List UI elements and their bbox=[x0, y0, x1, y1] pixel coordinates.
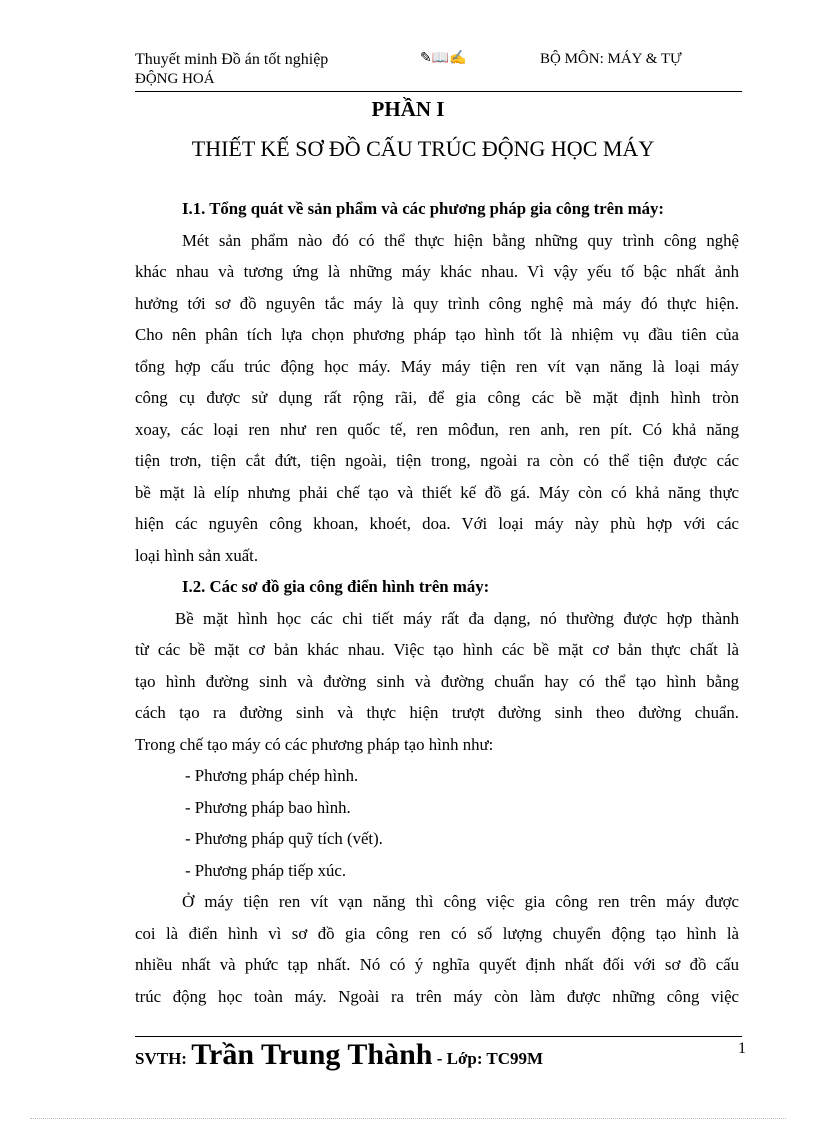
text-line: từ các bề mặt cơ bản khác nhau. Việc tạo hình các bề mặt cơ bản thực chất là bbox=[135, 640, 739, 659]
section-heading-2: I.2. Các sơ đồ gia công điển hình trên máy: bbox=[182, 577, 490, 596]
header-left-line1: Thuyết minh Đồ án tốt nghiệp bbox=[135, 51, 329, 68]
text-line: xoay, các loại ren như ren quốc tế, ren môđun, ren anh, ren pít. Có khả năng bbox=[135, 419, 739, 439]
text-line: tổng hợp cấu trúc động học máy. Máy máy tiện ren vít vạn năng là loại máy bbox=[135, 356, 739, 376]
list-item: - Phương pháp quỹ tích (vết). bbox=[185, 829, 383, 848]
header-left-line2: ĐỘNG HOÁ bbox=[135, 71, 215, 87]
footer-divider bbox=[135, 1036, 742, 1037]
text-line: cách tạo ra đường sinh và thực hiện trượt đường sinh theo đường chuẩn. bbox=[135, 703, 739, 722]
list-item: - Phương pháp chép hình. bbox=[185, 766, 359, 785]
text-line: Cho nên phân tích lựa chọn phương pháp tạo hình tốt là nhiệm vụ đầu tiên của bbox=[135, 325, 739, 344]
text-line: Trong chế tạo máy có các phương pháp tạo hình như: bbox=[135, 734, 494, 754]
text-line: hiện các nguyên công khoan, khoét, doa. Với loại máy này phù hợp với các bbox=[135, 514, 739, 533]
student-class: - Lớp: TC99M bbox=[432, 1049, 544, 1068]
section-heading-1: I.1. Tổng quát về sản phẩm và các phương pháp gia công trên máy: bbox=[182, 199, 665, 218]
text-line: bề mặt là elíp nhưng phải chế tạo và thiết kế đồ gá. Máy còn có khả năng thực bbox=[135, 482, 739, 502]
main-title: THIẾT KẾ SƠ ĐỒ CẤU TRÚC ĐỘNG HỌC MÁY bbox=[191, 136, 655, 161]
footer-label: SVTH: bbox=[135, 1049, 192, 1068]
text-line: công cụ được sử dụng rất rộng rãi, để gia công các bề mặt định hình tròn bbox=[135, 388, 739, 407]
book-writing-icon: ✎📖✍ bbox=[420, 51, 467, 66]
header-right: BỘ MÔN: MÁY & TỰ bbox=[540, 51, 682, 67]
text-line: Ở máy tiện ren vít vạn năng thì công việc gia công ren trên máy được bbox=[182, 892, 739, 911]
body-text bbox=[135, 193, 739, 1012]
text-line: tiện trơn, tiện cắt đứt, tiện ngoài, tiện trong, ngoài ra còn có thể tiện được các bbox=[135, 451, 739, 470]
text-line: nhiều nhất và phức tạp nhất. Nó có ý nghĩa quyết định nhất đối với sơ đồ cấu bbox=[135, 955, 739, 974]
list-item: - Phương pháp bao hình. bbox=[185, 797, 351, 817]
list-item: - Phương pháp tiếp xúc. bbox=[185, 860, 347, 880]
text-line: khác nhau và tương ứng là những máy khác nhau. Vì vậy yếu tố bậc nhất ảnh bbox=[135, 262, 739, 281]
text-line: loại hình sản xuất. bbox=[135, 545, 259, 565]
header-divider bbox=[135, 91, 742, 92]
text-line: coi là điển hình vì sơ đồ gia công ren có số lượng chuyển động tạo hình là bbox=[135, 923, 739, 943]
footer-student bbox=[135, 1038, 543, 1072]
text-line: Bề mặt hình học các chi tiết máy rất đa dạng, nó thường được hợp thành bbox=[175, 608, 739, 628]
page-bottom-border bbox=[30, 1118, 786, 1119]
student-name: Trần Trung Thành bbox=[191, 1038, 433, 1071]
text-line: hưởng tới sơ đồ nguyên tắc máy là quy trình công nghệ mà máy đó thực hiện. bbox=[135, 293, 739, 313]
page-number: 1 bbox=[738, 1040, 746, 1057]
text-line: trúc động học toàn máy. Ngoài ra trên máy còn làm được những công việc bbox=[135, 986, 739, 1006]
text-line: tạo hình đường sinh và đường sinh và đường chuẩn hay có thể tạo hình bằng bbox=[135, 671, 739, 691]
part-title: PHẦN I bbox=[371, 97, 445, 121]
text-line: Mét sản phẩm nào đó có thể thực hiện bằng những quy trình công nghệ bbox=[182, 230, 739, 250]
